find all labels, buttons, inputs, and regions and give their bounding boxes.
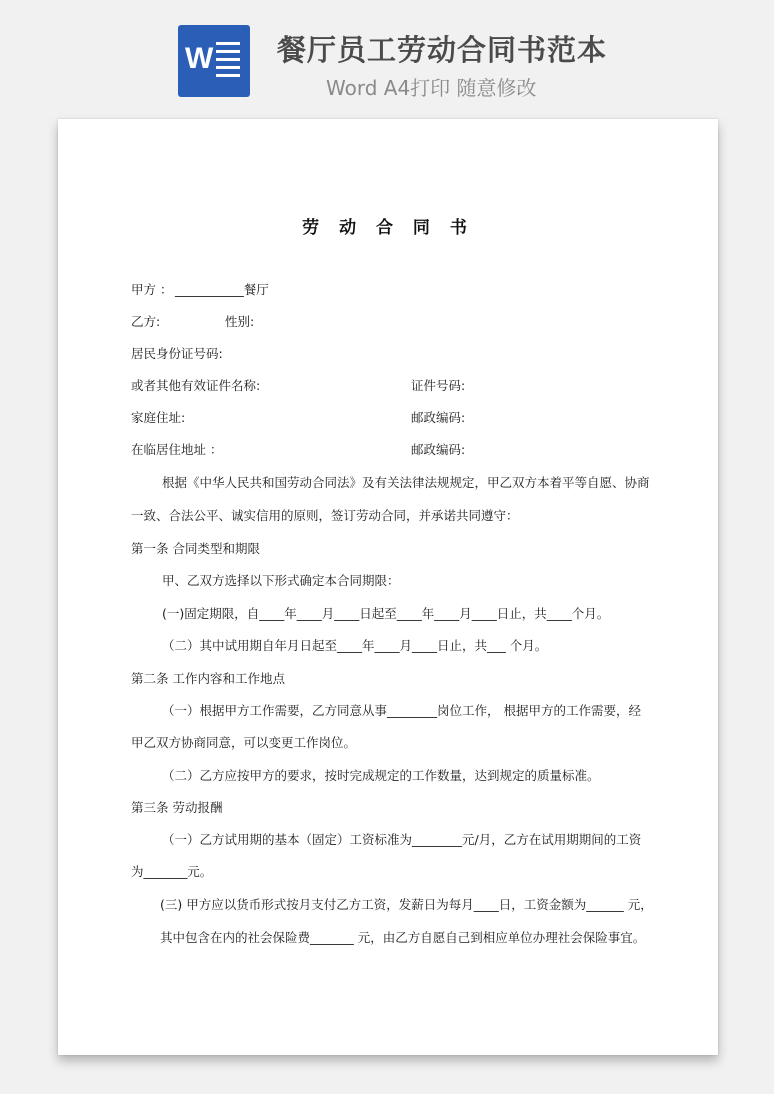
article-3-para-2b: 其中包含在内的社会保险费_______ 元，由乙方自愿自己到相应单位办理社会保险事宜。 — [160, 930, 646, 945]
document-page — [58, 119, 718, 1055]
postal-code-label-2: 邮政编码: — [411, 442, 466, 457]
article-1-para-1: 甲、乙双方选择以下形式确定本合同期限： — [162, 573, 400, 588]
postal-code-label: 邮政编码: — [411, 410, 466, 425]
article-2-title: 第二条 工作内容和工作地点 — [131, 671, 285, 686]
party-a-value: ___________餐厅 — [175, 282, 269, 297]
article-3-title: 第三条 劳动报酬 — [131, 800, 223, 815]
article-2-para-2: （二）乙方应按甲方的要求，按时完成规定的工作数量，达到规定的质量标准。 — [162, 768, 600, 783]
intro-paragraph-line2: 一致、合法公平、诚实信用的原则，签订劳动合同，并承诺共同遵守： — [131, 508, 519, 523]
other-id-label: 或者其他有效证件名称: — [131, 378, 261, 393]
article-2-para-1: （一）根据甲方工作需要，乙方同意从事________岗位工作， 根据甲方的工作需要，经 — [162, 703, 641, 718]
article-3-para-1b: 为_______元。 — [131, 864, 213, 879]
article-1-para-3: （二）其中试用期自年月日起至____年____月____日止，共___ 个月。 — [162, 638, 548, 653]
article-1-title: 第一条 合同类型和期限 — [131, 541, 260, 556]
word-icon — [178, 25, 250, 97]
article-3-para-2: (三) 甲方应以货币形式按月支付乙方工资，发薪日为每月____日，工资金额为______ 元， — [160, 897, 653, 912]
party-a-label: 甲方 ： — [131, 282, 173, 297]
article-1-para-2: (一)固定期限，自____年____月____日起至____年____月____日止，共____个月。 — [162, 606, 610, 621]
document-title: 劳 动 合 同 书 — [302, 218, 474, 238]
current-address-label: 在临居住地址 ： — [131, 442, 223, 457]
page-title: 餐厅员工劳动合同书范本 — [277, 33, 608, 67]
intro-paragraph-line1: 根据《中华人民共和国劳动合同法》及有关法律法规规定，甲乙双方本着平等自愿、协商 — [162, 475, 650, 490]
page-subtitle: Word A4打印 随意修改 — [326, 76, 537, 100]
id-no-label: 证件号码: — [411, 378, 466, 393]
word-icon-letter: W — [185, 42, 214, 75]
page-header — [0, 0, 774, 110]
article-2-para-1b: 甲乙双方协商同意，可以变更工作岗位。 — [131, 735, 357, 750]
article-3-para-1: （一）乙方试用期的基本（固定）工资标准为________元/月，乙方在试用期期间的工资 — [162, 832, 642, 847]
gender-label: 性别: — [225, 314, 255, 329]
id-number-label: 居民身份证号码: — [131, 346, 223, 361]
word-icon-lines — [216, 42, 240, 82]
home-address-label: 家庭住址: — [131, 410, 186, 425]
party-b-label: 乙方: — [131, 314, 161, 329]
